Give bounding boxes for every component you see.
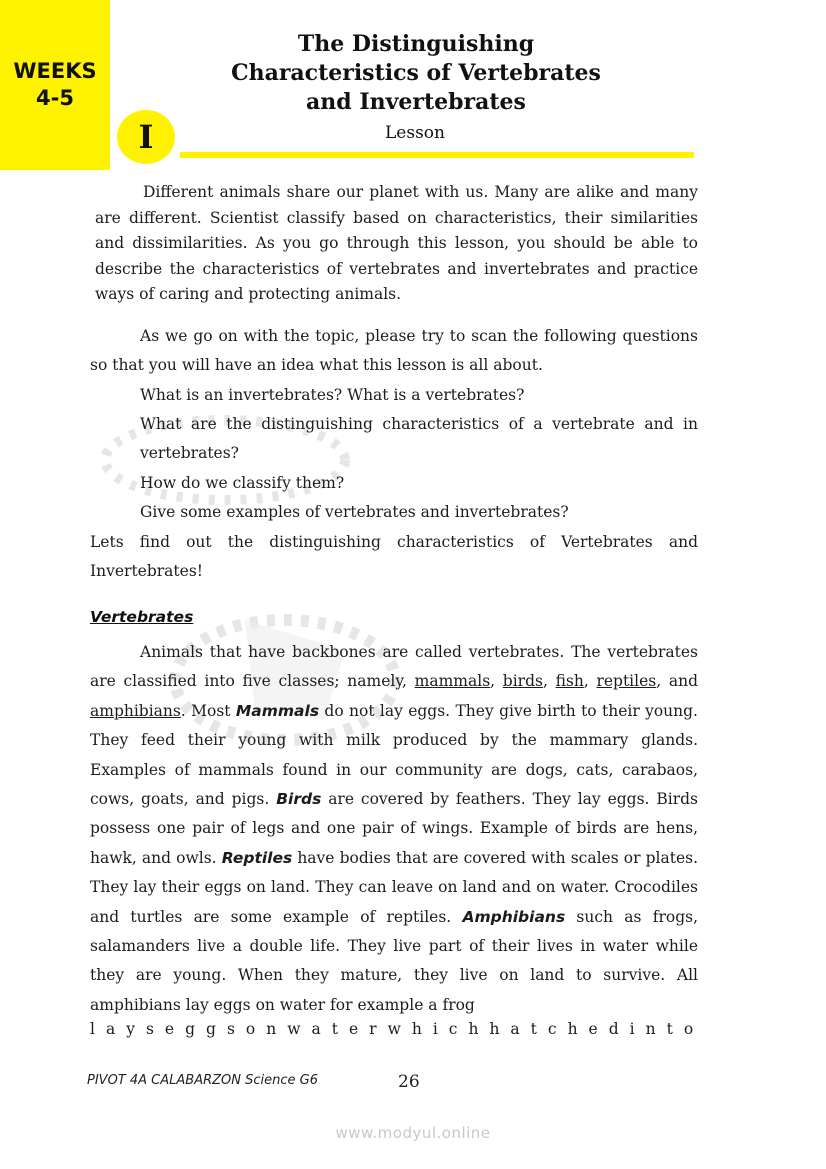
question-2: What are the distinguishing characteristics of a vertebrate and in vertebrates? (140, 415, 698, 463)
word: water (287, 1020, 388, 1038)
separator: , (583, 672, 597, 691)
website-watermark: www.modyul.online (335, 1124, 491, 1142)
term-birds: Birds (276, 790, 322, 809)
vertebrates-intro: Animals that have backbones are called vertebrates. The vertebrates are classified into five classes; namely, (90, 643, 698, 691)
intro-paragraph (95, 180, 698, 308)
word: hatched (489, 1020, 630, 1038)
word: eggs (164, 1020, 246, 1038)
weeks-label (0, 58, 110, 112)
page-title (180, 30, 652, 117)
separator: , (490, 672, 503, 691)
section-label: Lesson (385, 123, 445, 143)
section-badge: I (117, 110, 175, 164)
word: lays (90, 1020, 165, 1038)
term-mammals: Mammals (235, 701, 320, 720)
amphibians-text: such as frogs, salamanders live a double life. They live part of their lives in water while they are young. When they mature, they live on land to survive. All amphibians lay eggs on water for example a frog (90, 907, 699, 1014)
separator: , (542, 672, 556, 691)
footer-source: PIVOT 4A CALABARZON Science G6 (87, 1073, 318, 1088)
title-line-2: Characteristics of Vertebrates (231, 60, 601, 86)
term-reptiles: Reptiles (221, 848, 293, 867)
separator: , and (656, 672, 698, 691)
question-1: What is an invertebrates? What is a vertebrates? (140, 386, 525, 404)
title-line-1: The Distinguishing (297, 31, 535, 57)
word: on (245, 1020, 288, 1038)
class-birds: birds (502, 672, 543, 691)
page-number: 26 (398, 1072, 420, 1092)
class-mammals: mammals (414, 672, 491, 691)
weeks-line-1: WEEKS (13, 59, 97, 83)
class-amphibians: amphibians (90, 701, 181, 720)
vertebrates-paragraph (90, 638, 698, 1020)
word: which (387, 1020, 490, 1038)
question-3: How do we classify them? (140, 474, 345, 492)
guide-text: As we go on with the topic, please try to scan the following questions so that you will have an idea what this lesson is all about. (90, 327, 698, 375)
question-4: Give some examples of vertebrates and invertebrates? (140, 503, 569, 521)
connector: . Most (180, 701, 236, 720)
word: into (629, 1020, 705, 1038)
class-fish: fish (555, 672, 584, 691)
section-heading-vertebrates: Vertebrates (90, 608, 194, 626)
title-line-3: and Invertebrates (306, 89, 526, 115)
intro-text: Different animals share our planet with us. Many are alike and many are different. Scientist classify based on characteristics, their similarities and dissimilarities. As you go through this lesson, you should be able to describe the characteristics of vertebrates and invertebrates and practice ways of caring and protecting animals. (95, 183, 698, 303)
spaced-last-line (90, 1020, 705, 1038)
term-amphibians: Amphibians (462, 907, 566, 926)
class-reptiles: reptiles (596, 672, 657, 691)
guide-paragraph (90, 322, 698, 381)
birds-text: are covered by feathers. They lay eggs. Birds possess one pair of legs and one pair of wings. Example of birds are hens, hawk, and owls. (90, 790, 698, 867)
mammals-text: do not lay eggs. They give birth to their young. They feed their young with milk produced by the mammary glands. Examples of mammals found in our community are dogs, cats, carabaos, cows, goats, and pigs. (90, 701, 698, 809)
weeks-line-2: 4-5 (36, 86, 74, 110)
reptiles-text: have bodies that are covered with scales or plates. They lay their eggs on land. They can leave on land and on water. Crocodiles and turtles are some example of reptiles. (90, 848, 698, 926)
section-divider (180, 152, 694, 158)
closing-paragraph: Lets find out the distinguishing characteristics of Vertebrates and Invertebrates! (90, 533, 698, 581)
